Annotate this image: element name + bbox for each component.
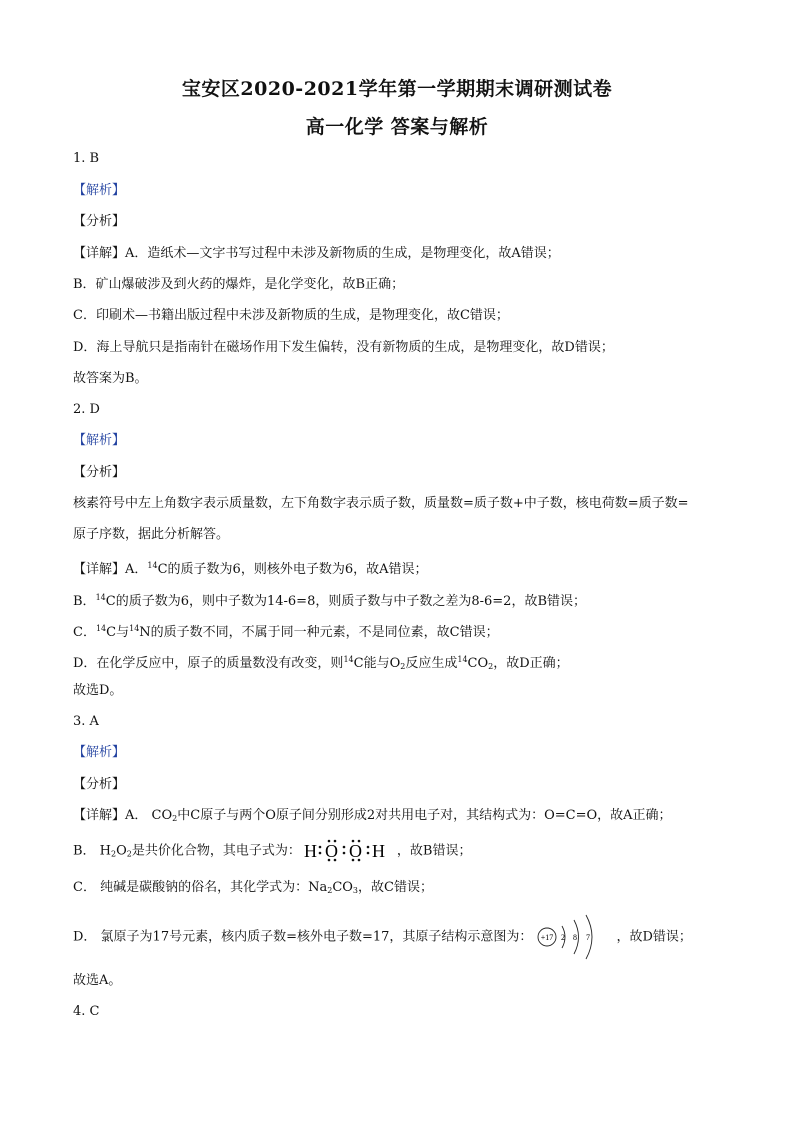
q3-number: 3. A <box>73 714 99 729</box>
q2-detail-c <box>73 620 733 642</box>
q2-b-post: 的质子数为6，则中子数为14-6=8，则质子数与中子数之差为8-6=2，故B错误； <box>115 594 586 609</box>
q2-detail-a <box>73 557 733 579</box>
q1-fenxi-tag: 【分析】 <box>73 214 126 229</box>
q2-d-mid2: 反应生成 <box>405 656 458 671</box>
q2-detail-b <box>73 589 733 611</box>
shell-3-electrons: 7 <box>586 933 591 942</box>
q3-c-pre: C． 纯碱是碳酸钠的俗名，其化学式为：Na <box>73 880 328 895</box>
q3-detail-c <box>73 879 733 900</box>
q3-b-mid: O <box>116 843 127 859</box>
lewis-h1: H <box>303 841 317 861</box>
q2-d-pre: D．在化学反应中，原子的质量数没有改变，则 <box>73 656 344 671</box>
mass-number: 14 <box>457 655 468 664</box>
q2-number: 2. D <box>73 402 100 417</box>
q2-c-mid: 与 <box>116 625 130 640</box>
subscript: 2 <box>488 662 494 671</box>
subscript: 2 <box>126 849 132 859</box>
q3-detail-b <box>73 838 733 864</box>
q3-a-pre: A． CO <box>125 808 173 823</box>
q3-c-post: ，故C错误； <box>358 880 433 895</box>
nucleus-charge: +17 <box>541 933 554 942</box>
page-title: 宝安区2020-2021学年第一学期期末调研测试卷 <box>181 78 613 100</box>
subscript: 2 <box>400 662 406 671</box>
q1-detail-a <box>73 245 733 263</box>
q2-jiexi-tag: 【解析】 <box>73 433 126 448</box>
q3-fenxi-tag: 【分析】 <box>73 777 126 792</box>
electron-formula <box>303 838 395 864</box>
subscript: 2 <box>327 886 333 895</box>
subscript: 2 <box>111 849 117 859</box>
mass-number: 14 <box>343 655 354 664</box>
detail-tag: 【详解】 <box>73 246 126 261</box>
mass-number: 14 <box>95 593 106 602</box>
mass-number: 14 <box>95 624 107 633</box>
q2-a-post: 的质子数为6，则核外电子数为6，故A错误； <box>167 562 428 577</box>
carbon-symbol: C <box>106 625 117 640</box>
q3-answer: 故选A。 <box>73 973 122 988</box>
page-subtitle: 高一化学 答案与解析 <box>305 116 489 138</box>
q3-a-post: 中C原子与两个O原子间分别形成2对共用电子对，其结构式为：O=C=O，故A正确； <box>177 808 672 823</box>
q3-detail-d <box>73 914 733 961</box>
carbon-symbol: C <box>353 656 364 671</box>
lewis-h2: H <box>371 841 385 861</box>
q4-number: 4. C <box>73 1004 100 1019</box>
subscript: 3 <box>352 886 359 895</box>
subscript: 2 <box>172 814 178 823</box>
q3-b-post: ，故B错误； <box>396 843 472 859</box>
q3-jiexi-tag: 【解析】 <box>73 745 126 760</box>
q1-number: 1. B <box>73 151 100 166</box>
q1-b-text: B．矿山爆破涉及到火药的爆炸，是化学变化，故B正确； <box>73 277 405 292</box>
shell-1-electrons: 2 <box>561 933 566 942</box>
q3-b-mid2: 是共价化合物，其电子式为： <box>131 843 301 859</box>
q2-analysis-2: 原子序数，据此分析解答。 <box>73 527 230 542</box>
q1-c-text: C．印刷术—书籍出版过程中未涉及新物质的生成，是物理变化，故C错误； <box>73 308 509 323</box>
co-formula: CO <box>467 656 489 671</box>
q3-d-pre: D． 氯原子为17号元素，核内质子数=核外电子数=17，其原子结构示意图为： <box>73 929 533 945</box>
q3-b-pre: B． H <box>73 843 112 859</box>
q1-a-text: A．造纸术—文字书写过程中未涉及新物质的生成，是物理变化，故A错误； <box>125 246 560 261</box>
q1-jiexi-tag: 【解析】 <box>73 183 126 198</box>
nitrogen-symbol: N <box>139 625 151 640</box>
q2-detail-d <box>73 651 733 676</box>
q3-detail-a <box>73 807 733 828</box>
q2-d-post: ，故D正确； <box>493 656 569 671</box>
q1-d-text: D．海上导航只是指南针在磁场作用下发生偏转，没有新物质的生成，是物理变化，故D错误； <box>73 340 614 355</box>
q2-fenxi-tag: 【分析】 <box>73 465 126 480</box>
q3-d-post: ，故D错误； <box>616 929 692 945</box>
lewis-o1: O <box>324 841 338 861</box>
q1-answer: 故答案为B。 <box>73 371 148 386</box>
q2-answer: 故选D。 <box>73 683 123 698</box>
carbon-symbol: C <box>157 562 168 577</box>
q2-a-pre: A． <box>125 562 148 577</box>
atom-structure-diagram <box>536 914 612 960</box>
lewis-o2: O <box>348 841 362 861</box>
q2-d-mid: 能与O <box>363 656 401 671</box>
q2-c-post: 的质子数不同，不属于同一种元素，不是同位素，故C错误； <box>150 625 499 640</box>
q3-c-co: CO <box>332 880 353 895</box>
q2-analysis-1: 核素符号中左上角数字表示质量数，左下角数字表示质子数，质量数=质子数+中子数，核电荷数=质子数= <box>73 496 689 511</box>
detail-tag: 【详解】 <box>73 562 126 577</box>
carbon-symbol: C <box>105 594 116 609</box>
mass-number: 14 <box>129 624 140 633</box>
detail-tag: 【详解】 <box>73 808 126 823</box>
shell-2-electrons: 8 <box>573 933 578 942</box>
q2-b-pre: B． <box>73 594 96 609</box>
q2-c-pre: C． <box>73 625 96 640</box>
mass-number: 14 <box>147 561 158 570</box>
